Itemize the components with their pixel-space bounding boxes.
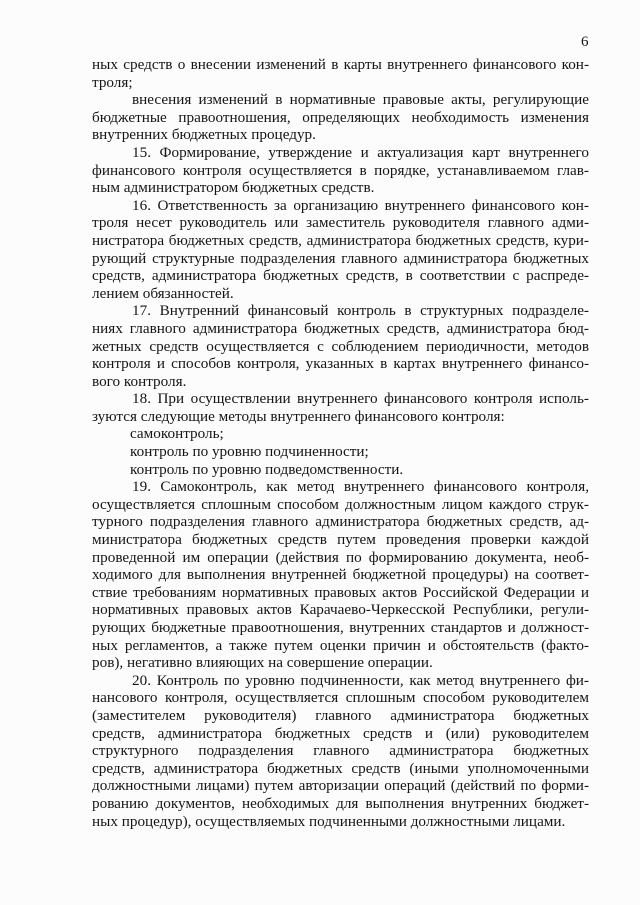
text-line: 15. Формирование, утверждение и актуализация карт внутреннего xyxy=(132,143,589,161)
text-line: ров), негативно влияющих на совершение операции. xyxy=(92,654,433,672)
text-line: ных регламентов, а также путем оценки причин и обстоятельств (факто- xyxy=(92,636,589,654)
text-line: ниях главного администратора бюджетных средств, администратора бюд- xyxy=(92,319,589,337)
text-line: контроля и способов контроля, указанных в картах внутреннего финансо- xyxy=(92,355,589,373)
text-line: ных процедур), осуществляемых подчиненными должностными лицами. xyxy=(92,812,566,830)
text-line: 18. При осуществлении внутреннего финансового контроля исполь- xyxy=(132,390,589,408)
text-line: жетных средств осуществляется с соблюдением периодичности, методов xyxy=(92,337,589,355)
document-body xyxy=(92,56,589,830)
text-line: контроль по уровню подведомственности. xyxy=(130,460,404,478)
text-line: министратора бюджетных средств путем проведения проверки каждой xyxy=(92,531,589,549)
text-line: финансового контроля осуществляется в порядке, устанавливаемом глав- xyxy=(92,161,589,179)
text-line: ным администратором бюджетных средств. xyxy=(92,179,375,197)
text-line: рующий структурные подразделения главного администратора бюджетных xyxy=(92,249,589,267)
text-line: внутренних бюджетных процедур. xyxy=(92,126,316,144)
text-line: средств, администратора бюджетных средств (иными уполномоченными xyxy=(92,759,589,777)
text-line: внесения изменений в нормативные правовые акты, регулирующие xyxy=(132,91,589,109)
text-line: ходимого для выполнения внутренней бюджетной процедуры) на соответ- xyxy=(92,566,589,584)
text-line: нормативных правовых актов Карачаево-Черкесской Республики, регули- xyxy=(92,601,589,619)
text-line: самоконтроль; xyxy=(130,425,224,443)
text-line: должностными лицами) путем авторизации операций (действий по форми- xyxy=(92,777,589,795)
text-line: турного подразделения главного администратора бюджетных средств, ад- xyxy=(92,513,589,531)
text-line: троля; xyxy=(92,73,133,91)
text-line: ствие требованиям нормативных правовых актов Российской Федерации и xyxy=(92,583,589,601)
text-line: зуются следующие методы внутреннего финансового контроля: xyxy=(92,407,505,425)
text-line: лением обязанностей. xyxy=(92,284,234,302)
page-number: 6 xyxy=(581,34,589,50)
text-line: рованию документов, необходимых для выполнения внутренних бюджет- xyxy=(92,794,589,812)
text-line: ных средств о внесении изменений в карты внутреннего финансового кон- xyxy=(92,56,589,73)
text-line: средств, администратора бюджетных средств, в соответствии с распреде- xyxy=(92,267,589,285)
text-line: 19. Самоконтроль, как метод внутреннего финансового контроля, xyxy=(132,478,589,496)
text-line: проведенной им операции (действия по формированию документа, необ- xyxy=(92,548,589,566)
text-line: нансового контроля, осуществляется сплошным способом руководителем xyxy=(92,689,589,707)
text-line: контроль по уровню подчиненности; xyxy=(130,443,369,461)
text-line: вого контроля. xyxy=(92,372,187,390)
text-line: нистратора бюджетных средств, администратора бюджетных средств, кури- xyxy=(92,231,589,249)
text-line: 16. Ответственность за организацию внутреннего финансового кон- xyxy=(132,196,589,214)
text-line: бюджетные правоотношения, определяющих необходимость изменения xyxy=(92,108,589,126)
text-line: троля несет руководитель или заместитель руководителя главного адми- xyxy=(92,214,589,232)
text-line: средств, администратора бюджетных средств и (или) руководителем xyxy=(92,724,589,742)
text-line: осуществляется сплошным способом должностным лицом каждого струк- xyxy=(92,495,589,513)
text-line: 17. Внутренний финансовый контроль в структурных подразделе- xyxy=(132,302,589,320)
text-line: 20. Контроль по уровню подчиненности, как метод внутреннего фи- xyxy=(132,671,589,689)
text-line: (заместителем руководителя) главного администратора бюджетных xyxy=(92,706,589,724)
text-line: структурного подразделения главного администратора бюджетных xyxy=(92,742,589,760)
text-line: рующих бюджетные правоотношения, внутренних стандартов и должност- xyxy=(92,619,589,636)
